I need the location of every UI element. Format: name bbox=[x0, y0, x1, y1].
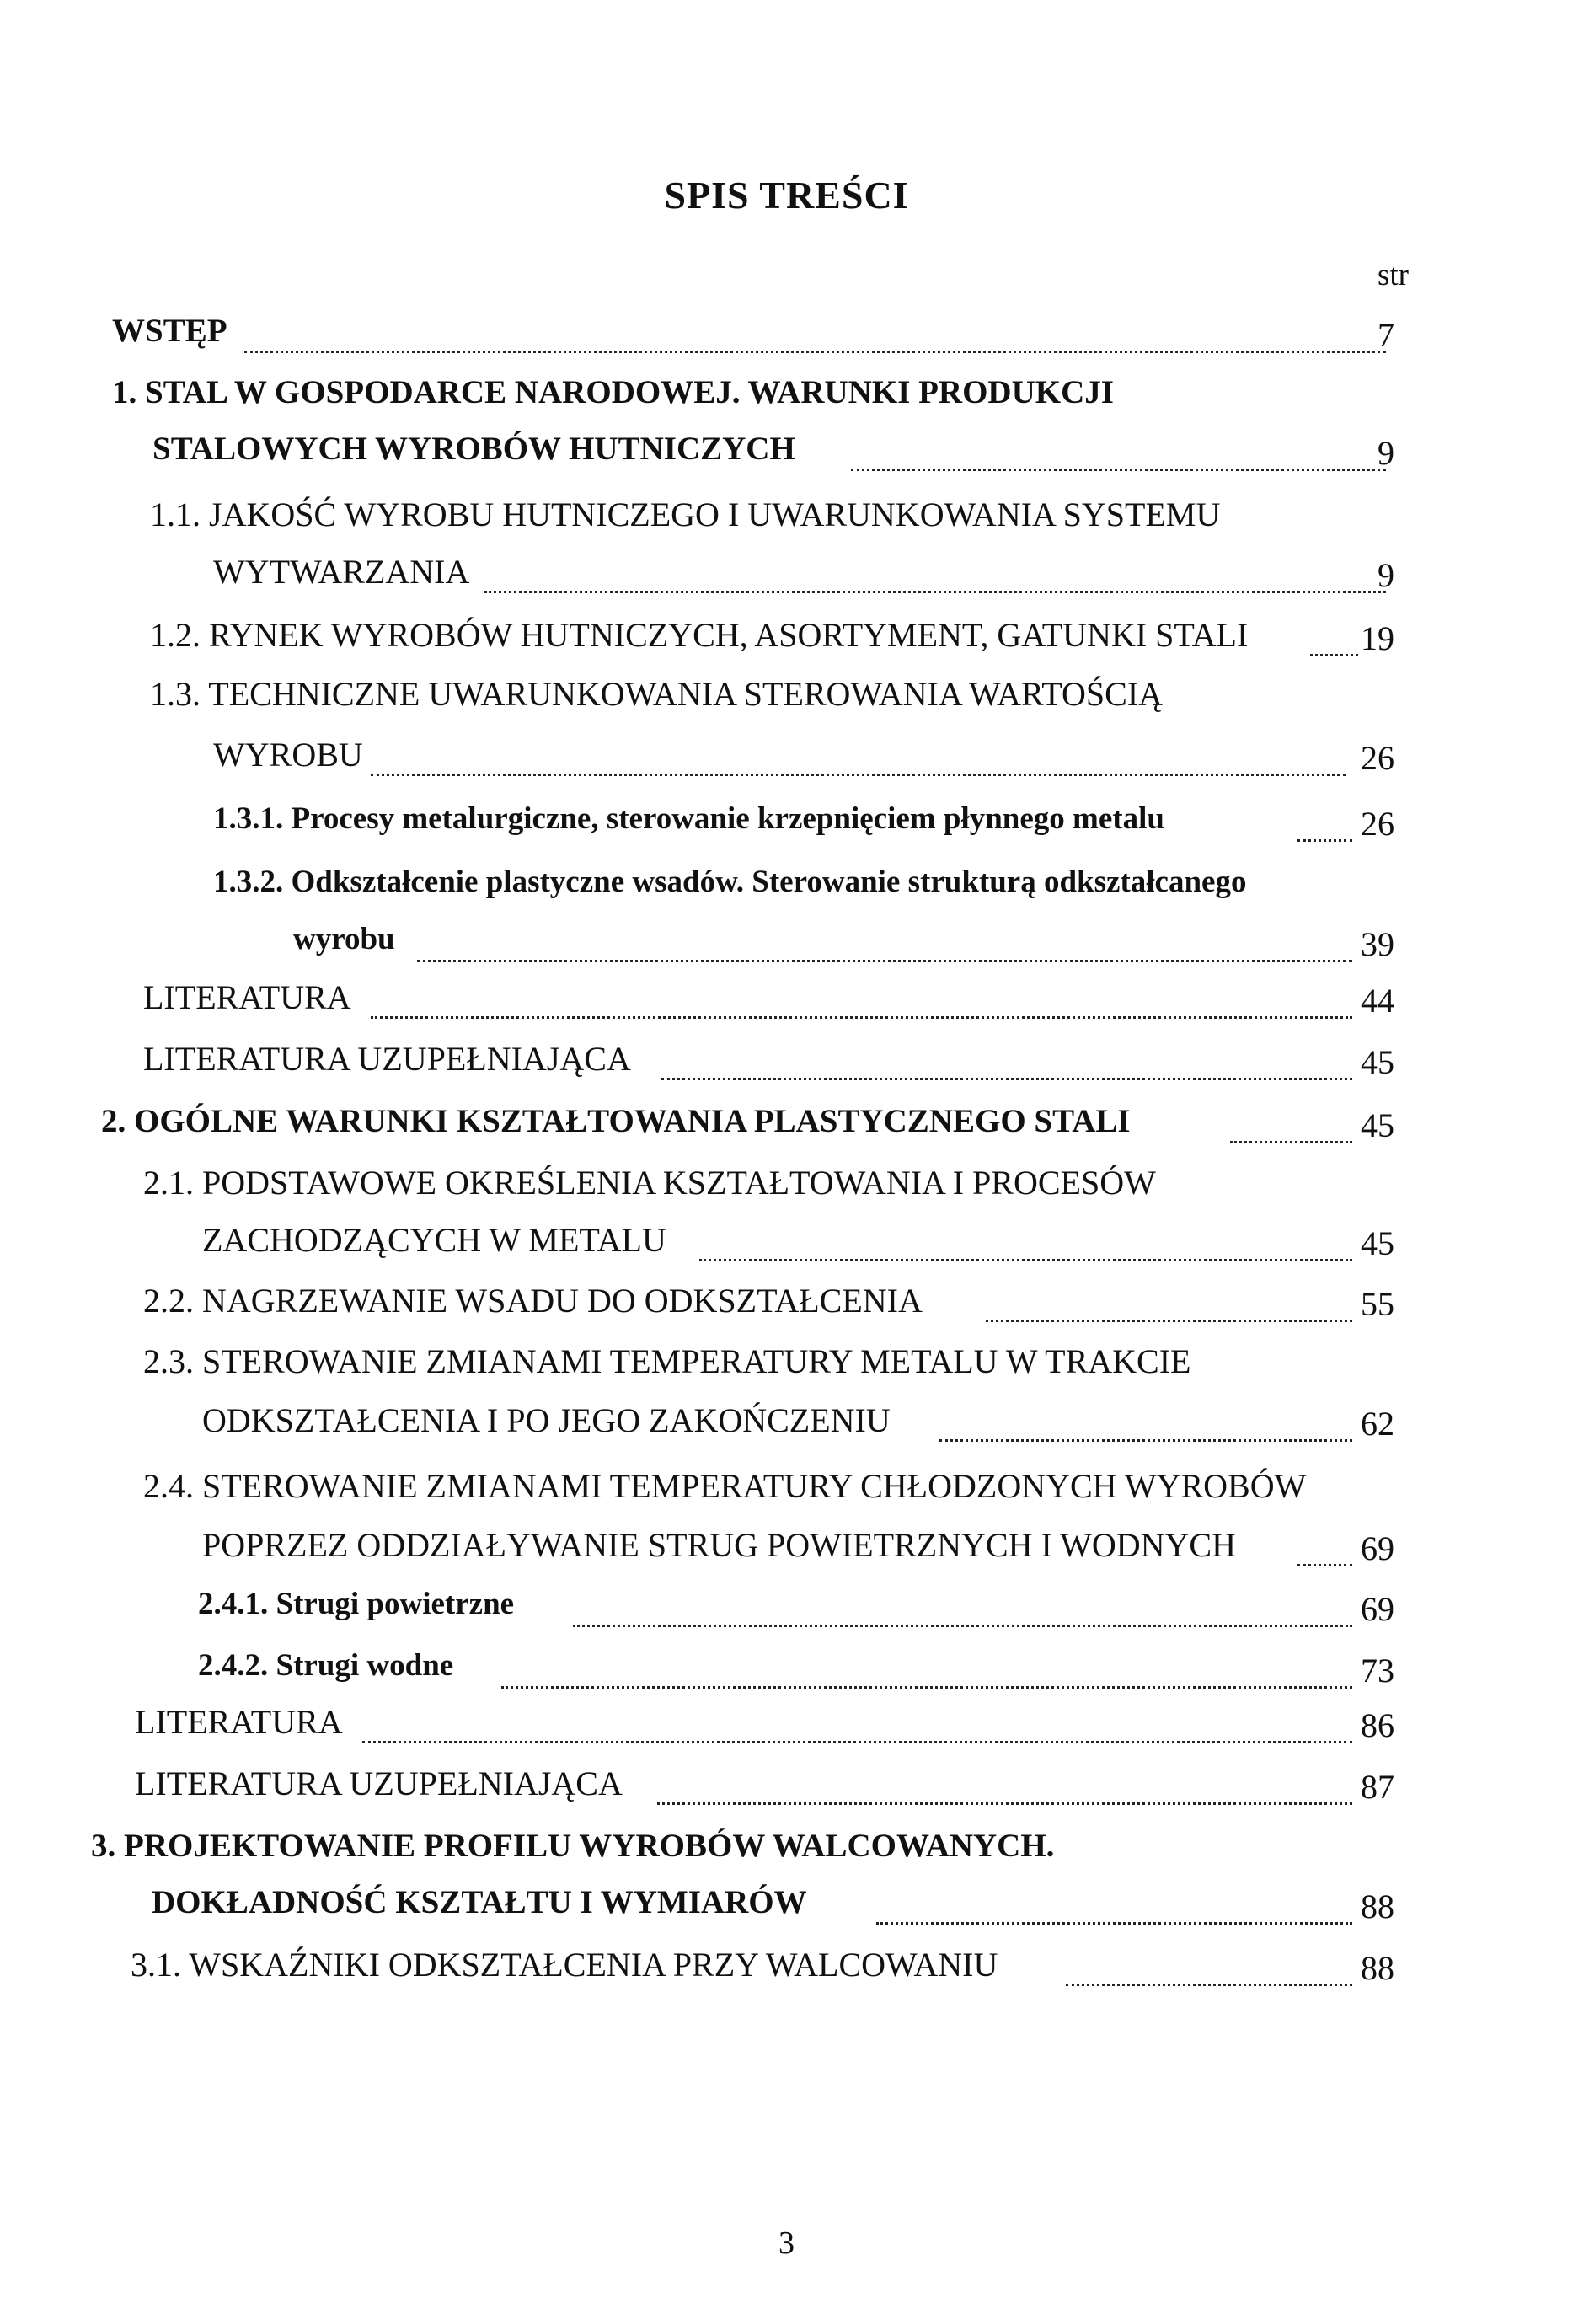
leader-dots bbox=[657, 1797, 1352, 1805]
toc-entry[interactable] bbox=[0, 801, 1573, 851]
toc-entry[interactable] bbox=[0, 1945, 1573, 1995]
toc-entry-page: 73 bbox=[1361, 1652, 1394, 1689]
toc-entry-text: WYTWARZANIA bbox=[213, 552, 474, 592]
leader-dots bbox=[939, 1434, 1352, 1442]
toc-entry[interactable] bbox=[0, 1647, 1573, 1698]
toc-entry[interactable] bbox=[0, 1341, 1573, 1392]
toc-entry-text: wyrobu bbox=[293, 921, 400, 958]
toc-entry[interactable] bbox=[0, 977, 1573, 1028]
toc-entry-text: ODKSZTAŁCENIA I PO JEGO ZAKOŃCZENIU bbox=[202, 1400, 896, 1441]
toc-entry-text: DOKŁADNOŚĆ KSZTAŁTU I WYMIARÓW bbox=[152, 1883, 812, 1923]
toc-entry[interactable] bbox=[0, 1702, 1573, 1753]
toc-entry-page: 7 bbox=[1378, 316, 1394, 354]
toc-entry-page: 45 bbox=[1361, 1043, 1394, 1081]
toc-entry[interactable] bbox=[0, 1827, 1573, 1877]
toc-entry-text: ZACHODZĄCYCH W METALU bbox=[202, 1220, 671, 1261]
toc-entry-text: WSTĘP bbox=[112, 312, 233, 351]
toc-entry-text: 1. STAL W GOSPODARCE NARODOWEJ. WARUNKI PRODUKCJI bbox=[112, 373, 1119, 413]
leader-dots bbox=[661, 1073, 1352, 1080]
toc-entry-page: 19 bbox=[1361, 619, 1394, 657]
toc-entry-page: 86 bbox=[1361, 1706, 1394, 1744]
toc-entry-page: 55 bbox=[1361, 1285, 1394, 1323]
leader-dots bbox=[371, 1011, 1352, 1019]
toc-entry[interactable] bbox=[0, 552, 1573, 602]
toc-entry-text: WYROBU bbox=[213, 735, 368, 775]
toc-entry-page: 69 bbox=[1361, 1529, 1394, 1567]
page-number: 3 bbox=[778, 2225, 795, 2261]
toc-entry[interactable] bbox=[0, 1586, 1573, 1636]
toc-entry[interactable] bbox=[0, 1400, 1573, 1451]
toc-entry-page: 45 bbox=[1361, 1106, 1394, 1144]
toc-entry-text: LITERATURA UZUPEŁNIAJĄCA bbox=[135, 1764, 628, 1804]
toc-entry[interactable] bbox=[0, 1281, 1573, 1331]
page-title: SPIS TREŚCI bbox=[664, 174, 909, 217]
toc-entry[interactable] bbox=[0, 674, 1573, 725]
leader-dots bbox=[362, 1736, 1352, 1743]
toc-entry[interactable] bbox=[0, 921, 1573, 972]
toc-entry-text: STALOWYCH WYROBÓW HUTNICZYCH bbox=[152, 430, 800, 469]
toc-entry-page: 62 bbox=[1361, 1405, 1394, 1443]
toc-entry-page: 88 bbox=[1361, 1949, 1394, 1987]
leader-dots bbox=[573, 1620, 1352, 1627]
toc-entry-text: 2.4.1. Strugi powietrzne bbox=[198, 1586, 519, 1623]
leader-dots bbox=[1230, 1136, 1352, 1143]
leader-dots bbox=[417, 955, 1352, 962]
leader-dots bbox=[484, 586, 1386, 593]
toc-entry-page: 87 bbox=[1361, 1768, 1394, 1806]
toc-entry[interactable] bbox=[0, 1102, 1573, 1153]
toc-entry-page: 39 bbox=[1361, 925, 1394, 963]
toc-entry-page: 26 bbox=[1361, 805, 1394, 843]
leader-dots bbox=[986, 1315, 1352, 1322]
leader-dots bbox=[501, 1681, 1352, 1689]
toc-entry-text: 2.3. STEROWANIE ZMIANAMI TEMPERATURY METALU W TRAKCIE bbox=[143, 1341, 1196, 1382]
toc-entry[interactable] bbox=[0, 1466, 1573, 1517]
toc-entry[interactable] bbox=[0, 1525, 1573, 1576]
toc-entry[interactable] bbox=[0, 430, 1573, 480]
toc-entry[interactable] bbox=[0, 1764, 1573, 1814]
toc-entry-text: 2.2. NAGRZEWANIE WSADU DO ODKSZTAŁCENIA bbox=[143, 1281, 928, 1321]
toc-entry[interactable] bbox=[0, 735, 1573, 785]
toc-entry-page: 26 bbox=[1361, 739, 1394, 777]
toc-entry[interactable] bbox=[0, 373, 1573, 424]
toc-entry-text: POPRZEZ ODDZIAŁYWANIE STRUG POWIETRZNYCH I WODNYCH bbox=[202, 1525, 1241, 1566]
toc-entry-page: 69 bbox=[1361, 1590, 1394, 1628]
toc-entry-text: 2.4.2. Strugi wodne bbox=[198, 1647, 458, 1684]
page-column-label: str bbox=[1378, 258, 1409, 292]
leader-dots bbox=[851, 463, 1386, 471]
toc-entry[interactable] bbox=[0, 1039, 1573, 1090]
leader-dots bbox=[1310, 649, 1358, 656]
leader-dots bbox=[1297, 834, 1352, 842]
toc-entry-text: 1.1. JAKOŚĆ WYROBU HUTNICZEGO I UWARUNKOWANIA SYSTEMU bbox=[150, 495, 1225, 535]
toc-entry[interactable] bbox=[0, 495, 1573, 545]
toc-entry-text: 1.3. TECHNICZNE UWARUNKOWANIA STEROWANIA WARTOŚCIĄ bbox=[150, 674, 1168, 715]
toc-entry-text: 2.1. PODSTAWOWE OKREŚLENIA KSZTAŁTOWANIA I PROCESÓW bbox=[143, 1163, 1161, 1203]
toc-entry-text: 2. OGÓLNE WARUNKI KSZTAŁTOWANIA PLASTYCZNEGO STALI bbox=[101, 1102, 1136, 1142]
toc-entry-page: 9 bbox=[1378, 556, 1394, 594]
leader-dots bbox=[244, 345, 1386, 353]
toc-entry[interactable] bbox=[0, 864, 1573, 914]
leader-dots bbox=[1066, 1979, 1352, 1986]
toc-entry-text: LITERATURA UZUPEŁNIAJĄCA bbox=[143, 1039, 636, 1079]
leader-dots bbox=[876, 1917, 1352, 1925]
toc-entry-text: LITERATURA bbox=[135, 1702, 348, 1743]
toc-entry[interactable] bbox=[0, 1883, 1573, 1934]
toc-entry-text: 1.2. RYNEK WYROBÓW HUTNICZYCH, ASORTYMENT, GATUNKI STALI bbox=[150, 615, 1253, 656]
leader-dots bbox=[1297, 1559, 1352, 1566]
toc-entry-page: 45 bbox=[1361, 1224, 1394, 1262]
toc-entry-text: 3.1. WSKAŹNIKI ODKSZTAŁCENIA PRZY WALCOWANIU bbox=[131, 1945, 1003, 1985]
toc-entry-page: 88 bbox=[1361, 1888, 1394, 1925]
toc-entry-text: 1.3.2. Odkształcenie plastyczne wsadów. Sterowanie strukturą odkształcanego bbox=[213, 864, 1251, 901]
toc-entry[interactable] bbox=[0, 312, 1573, 362]
toc-entry-page: 9 bbox=[1378, 434, 1394, 472]
toc-entry-text: 2.4. STEROWANIE ZMIANAMI TEMPERATURY CHŁODZONYCH WYROBÓW bbox=[143, 1466, 1311, 1507]
leader-dots bbox=[699, 1254, 1352, 1261]
toc-entry[interactable] bbox=[0, 1220, 1573, 1271]
toc-entry[interactable] bbox=[0, 1163, 1573, 1213]
toc-entry-text: LITERATURA bbox=[143, 977, 356, 1018]
toc-entry-text: 1.3.1. Procesy metalurgiczne, sterowanie krzepnięciem płynnego metalu bbox=[213, 801, 1169, 838]
leader-dots bbox=[371, 768, 1346, 776]
toc-entry[interactable] bbox=[0, 615, 1573, 666]
toc-entry-text: 3. PROJEKTOWANIE PROFILU WYROBÓW WALCOWANYCH. bbox=[91, 1827, 1059, 1866]
toc-entry-page: 44 bbox=[1361, 982, 1394, 1020]
